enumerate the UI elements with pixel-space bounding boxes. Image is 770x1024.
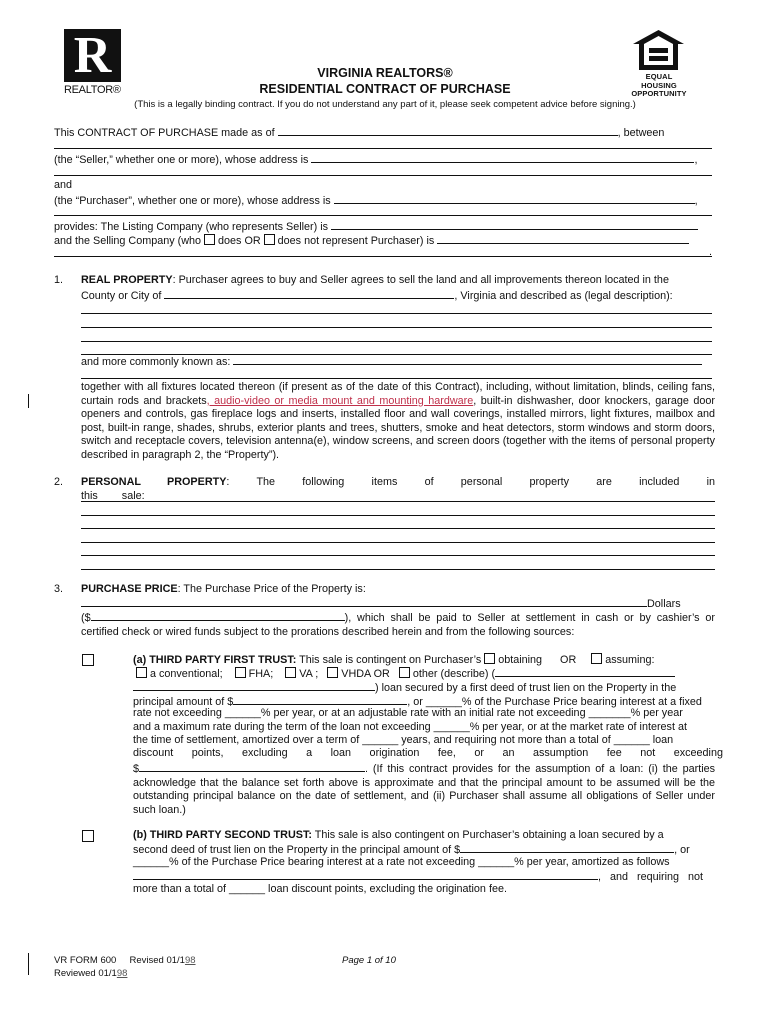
second-trust-requiring: , and requiring not <box>598 871 704 883</box>
other-loan-field-2[interactable] <box>133 680 375 691</box>
eho-line-1: EQUAL HOUSING <box>641 72 677 90</box>
selling-company-field[interactable] <box>437 233 689 244</box>
second-trust-amount-field[interactable] <box>460 842 674 853</box>
va-label: VA ; <box>299 668 319 680</box>
eho-line-2: OPPORTUNITY <box>631 89 687 98</box>
section-2-number: 2. <box>54 476 64 488</box>
second-trust-heading: (b) THIRD PARTY SECOND TRUST: <box>133 829 312 841</box>
does-not-represent-checkbox[interactable] <box>264 234 275 245</box>
assumption-fee-field[interactable] <box>139 761 365 772</box>
legal-description-line[interactable] <box>81 327 712 328</box>
section-1-number: 1. <box>54 274 64 286</box>
other-loan-checkbox[interactable] <box>399 667 410 678</box>
known-as-line-2[interactable] <box>81 378 712 379</box>
footer-reviewed-line <box>54 967 127 981</box>
price-amount-field[interactable] <box>91 610 345 621</box>
does-represent-checkbox[interactable] <box>204 234 215 245</box>
known-as-field[interactable] <box>233 354 702 365</box>
principal-label: principal amount of $ <box>133 696 234 708</box>
second-trust-text-2: second deed of trust lien on the Property in the principal amount of $ <box>133 844 461 856</box>
and-label: and <box>54 179 73 191</box>
price-dollar-open: ($ <box>81 612 91 624</box>
second-trust-checkbox[interactable] <box>82 830 94 842</box>
section-2-text: : The following items of personal property are included in this sale: <box>81 476 715 502</box>
listing-company-label: provides: The Listing Company (who represents Seller) is <box>54 221 329 233</box>
change-bar <box>28 953 29 975</box>
section-1-intro <box>81 274 715 288</box>
seller-address-field[interactable] <box>311 152 694 163</box>
page-number: Page 1 of 10 <box>342 955 396 966</box>
fixtures-text-a: together with all fixtures located thereon (if present as of the date of this Contract), including, without limitation, blinds, ceiling fans, curtain rods and brackets <box>81 381 715 407</box>
amortization-field[interactable] <box>133 869 598 880</box>
realtor-logo-letter: R <box>73 27 112 84</box>
known-as-label: and more commonly known as: <box>81 356 231 368</box>
personal-property-line[interactable] <box>81 569 715 570</box>
footer-revised: Revised 01/1 <box>129 955 185 966</box>
legal-description-line[interactable] <box>81 341 712 342</box>
form-title-line-2: RESIDENTIAL CONTRACT OF PURCHASE <box>259 82 511 96</box>
fha-label: FHA; <box>248 668 274 680</box>
dollars-label: Dollars <box>647 598 681 610</box>
form-title-line-1: VIRGINIA REALTORS® <box>317 66 453 80</box>
principal-or-percent: , or ______% of the Purchase Price bearing interest at a fixed <box>407 696 702 708</box>
principal-amount-field[interactable] <box>233 694 407 705</box>
selling-company-label: and the Selling Company (who <box>54 235 202 247</box>
footer-form-number: VR FORM 600 <box>54 955 117 966</box>
assumption-dollar: $ <box>133 763 140 775</box>
realtor-wordmark: REALTOR® <box>64 84 121 96</box>
personal-property-line[interactable] <box>81 515 715 516</box>
second-trust-line-5: more than a total of ______ loan discount points, excluding the origination fee. <box>133 883 507 895</box>
first-trust-or: OR <box>560 654 577 666</box>
does-or-label: does OR <box>218 235 261 247</box>
first-trust-heading: (a) THIRD PARTY FIRST TRUST: <box>133 654 297 666</box>
personal-property-line[interactable] <box>81 542 715 543</box>
made-as-of-label: This CONTRACT OF PURCHASE made as of <box>54 127 275 139</box>
personal-property-line[interactable] <box>81 501 715 502</box>
rate-line-1: rate not exceeding ______% per year, or at an adjustable rate with an initial rate not exceeding _______% per year <box>133 707 683 719</box>
vhda-checkbox[interactable] <box>327 667 338 678</box>
county-line <box>81 288 715 304</box>
between-label: , between <box>617 127 665 139</box>
county-label: County or City of <box>81 290 162 302</box>
va-checkbox[interactable] <box>285 667 296 678</box>
personal-property-line[interactable] <box>81 555 715 556</box>
section-3-intro <box>81 583 715 597</box>
price-paid-paragraph <box>81 610 715 639</box>
fha-checkbox[interactable] <box>235 667 246 678</box>
other-loan-label: other (describe) ( <box>412 668 496 680</box>
fixtures-paragraph <box>81 381 715 463</box>
rate-line-3: the time of settlement, amortized over a term of ______ years, and requiring not more than a total of ______ loan <box>133 734 674 746</box>
footer-form-line <box>54 954 196 968</box>
price-words-field[interactable] <box>81 596 647 607</box>
first-trust-loan-secured: ) loan secured by a first deed of trust lien on the Property in the <box>375 682 677 694</box>
obtaining-label: obtaining <box>498 654 543 666</box>
first-trust-contingent: This sale is contingent on Purchaser’s <box>299 654 482 666</box>
assuming-label: assuming: <box>605 654 655 666</box>
second-trust-or: , or <box>674 844 690 856</box>
county-field[interactable] <box>164 288 454 299</box>
assumption-text: . (If this contract provides for the assumption of a loan: (i) the parties acknowledge that the balance set forth above is approximate and that the principal amount to be assumed will be the outstanding principal balance on the date of settlement, and (ii) Purchaser shall assume all obligations of Seller under such loan.) <box>133 763 715 816</box>
fixtures-added-text: , audio-video or media mount and mounting hardware <box>206 394 474 407</box>
contract-date-line <box>54 125 714 141</box>
section-2-intro <box>81 476 715 503</box>
second-trust-line-1 <box>133 829 715 843</box>
seller-label: (the “Seller,” whether one or more), whose address is <box>54 154 309 166</box>
virginia-label: , Virginia and described as (legal description): <box>454 290 673 302</box>
legal-description-line[interactable] <box>81 313 712 314</box>
personal-property-line[interactable] <box>81 528 715 529</box>
rate-line-4: discount points, excluding a loan origination fee, or an assumption fee not exceeding <box>133 747 723 759</box>
seller-address-line: (the “Seller,” whether one or more), whose address is , <box>54 154 698 166</box>
purchaser-address-line-2[interactable] <box>54 215 712 216</box>
first-trust-checkbox[interactable] <box>82 654 94 666</box>
known-as-line <box>81 354 715 370</box>
footer-reviewed: Reviewed 01/1 <box>54 968 117 979</box>
obtaining-checkbox[interactable] <box>484 653 495 664</box>
section-3-text: : The Purchase Price of the Property is: <box>177 583 366 595</box>
conventional-checkbox[interactable] <box>136 667 147 678</box>
second-trust-line-3: ______% of the Purchase Price bearing interest at a rate not exceeding ______% per year, amortized as follows <box>133 856 670 868</box>
section-1-text: : Purchaser agrees to buy and Seller agrees to sell the land and all improvements thereon located in the <box>172 274 669 286</box>
section-1-heading: REAL PROPERTY <box>81 274 173 286</box>
listing-company-field[interactable] <box>331 219 698 230</box>
equal-housing-icon <box>631 29 686 71</box>
purchaser-address-line: (the “Purchaser”, whether one or more), whose address is , <box>54 195 698 207</box>
other-loan-field[interactable] <box>495 666 675 677</box>
vhda-label: VHDA OR <box>341 668 390 680</box>
purchaser-label: (the “Purchaser”, whether one or more), whose address is <box>54 195 331 207</box>
contract-date-field[interactable] <box>278 125 618 136</box>
purchaser-address-field[interactable] <box>334 193 695 204</box>
section-2-heading: PERSONAL PROPERTY <box>81 476 227 488</box>
seller-name-line[interactable] <box>54 148 712 149</box>
selling-company-line-2[interactable] <box>54 256 712 257</box>
does-not-label: does not represent Purchaser) is <box>277 235 435 247</box>
fixtures-text-b: , built-in dishwasher, door knockers, garage door openers and controls, gas fireplace logs and inserts, installed floor and wall coverings, installed mirrors, light fixtures, mailbox and post, built-in range, shades, shrubs, exterior plants and trees, shutters, smoke and heat detectors, storm windows and storm doors, switch and receptacle covers, television antenna(e), window screens, and screen doors (together with the items of personal property described in paragraph 2, the “Property”). <box>81 394 715 461</box>
assumption-paragraph <box>133 761 715 817</box>
assuming-checkbox[interactable] <box>591 653 602 664</box>
conventional-label: a conventional; <box>150 668 223 680</box>
legal-disclaimer: (This is a legally binding contract. If you do not understand any part of it, please seek competent advice before signing.) <box>134 99 636 110</box>
seller-address-line-2[interactable] <box>54 175 712 176</box>
footer-reviewed-year: 98 <box>116 968 128 979</box>
selling-company-line <box>54 233 714 249</box>
rate-line-2: and a maximum rate during the term of the loan not exceeding ______% per year, or at the market rate of interest at <box>133 721 687 733</box>
section-3-number: 3. <box>54 583 64 595</box>
section-3-heading: PURCHASE PRICE <box>81 583 178 595</box>
second-trust-text-1: This sale is also contingent on Purchaser’s obtaining a loan secured by a <box>314 829 664 841</box>
change-bar <box>28 394 29 408</box>
price-paid-text: ), which shall be paid to Seller at settlement in cash or by cashier’s or certified check or wired funds subject to the prorations described herein and from the following sources: <box>81 612 715 638</box>
footer-revised-year: 98 <box>184 955 196 966</box>
